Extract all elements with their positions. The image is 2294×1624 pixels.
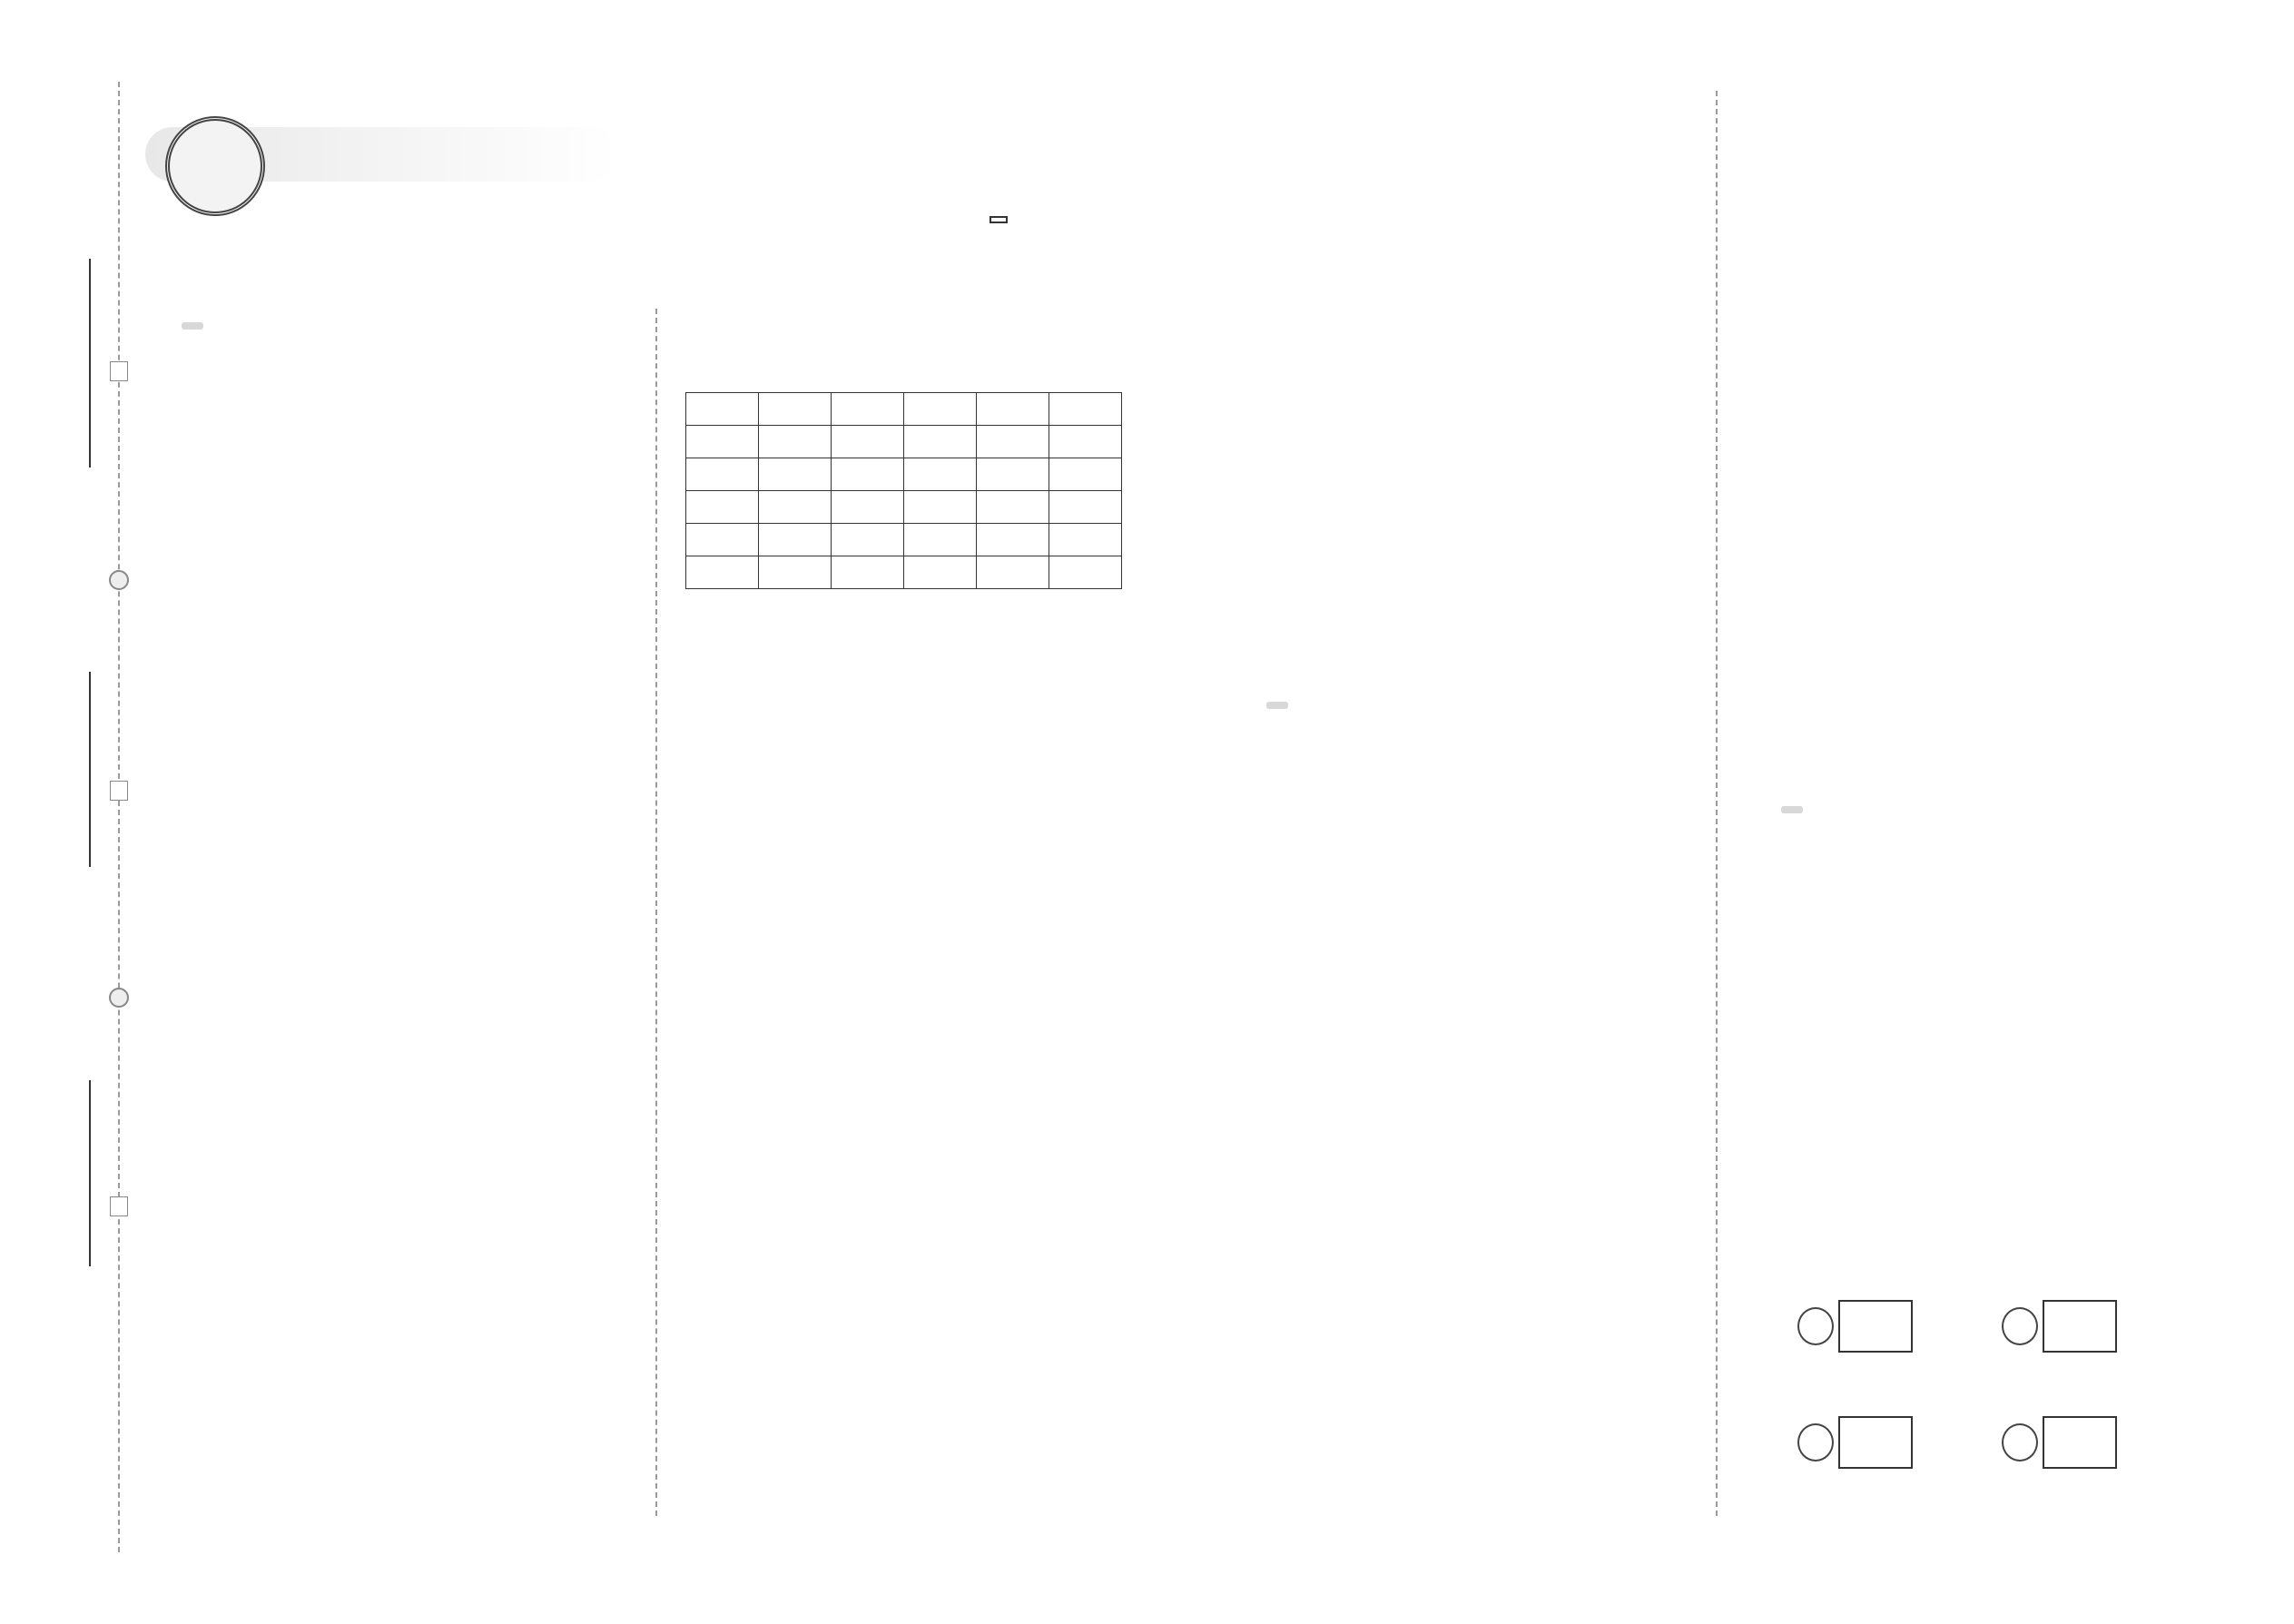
table-header-cell	[977, 393, 1049, 426]
binding-line	[118, 82, 120, 1552]
table-cell	[904, 491, 977, 524]
table-cell	[1049, 556, 1122, 589]
table-cell	[759, 426, 832, 458]
table-cell	[686, 556, 759, 589]
marker-seal	[110, 781, 128, 801]
table-header-cell	[832, 393, 904, 426]
subtitle	[472, 195, 483, 241]
card-c	[1838, 1416, 1913, 1469]
table-cell	[1049, 458, 1122, 491]
table-header-cell	[1049, 393, 1122, 426]
section-header-add	[1781, 794, 2144, 825]
table-row	[686, 491, 1122, 524]
student-a-avatar	[1797, 1307, 1834, 1345]
divider-2	[1716, 91, 1718, 1516]
table-header-cell	[759, 393, 832, 426]
table-row	[686, 458, 1122, 491]
table-cell	[759, 524, 832, 556]
table-cell	[832, 458, 904, 491]
binding-hole-2	[109, 988, 129, 1008]
student-d-avatar	[2002, 1423, 2038, 1462]
table-cell	[977, 426, 1049, 458]
table-cell	[832, 524, 904, 556]
table-cell	[1049, 426, 1122, 458]
table-cell	[686, 426, 759, 458]
divider-1	[655, 309, 657, 1516]
student-c-avatar	[1797, 1423, 1834, 1462]
table-cell	[904, 524, 977, 556]
table-cell	[904, 426, 977, 458]
table-cell	[977, 524, 1049, 556]
table-cell	[759, 556, 832, 589]
table-row	[686, 524, 1122, 556]
table-cell	[759, 491, 832, 524]
table-cell	[686, 458, 759, 491]
table-cell	[686, 524, 759, 556]
section-header-concept	[182, 310, 617, 341]
marker-line	[110, 361, 128, 381]
table-cell	[904, 458, 977, 491]
table-cell	[977, 491, 1049, 524]
class-underline	[89, 672, 91, 867]
table-header-row	[686, 393, 1122, 426]
table-cell	[832, 426, 904, 458]
table-cell	[832, 491, 904, 524]
table-cell	[832, 556, 904, 589]
binding-hole-1	[109, 570, 129, 590]
card-a	[1838, 1300, 1913, 1353]
section-header-multiply	[1266, 690, 1629, 721]
marker-secret	[110, 1196, 128, 1216]
name-underline	[89, 1080, 91, 1266]
table-cell	[1049, 524, 1122, 556]
table-row	[686, 556, 1122, 589]
school-underline	[89, 259, 91, 468]
table-cell	[686, 491, 759, 524]
logo-seal	[165, 116, 265, 216]
card-b	[2043, 1300, 2117, 1353]
table-header-cell	[904, 393, 977, 426]
table-cell	[977, 458, 1049, 491]
table-header-cell	[686, 393, 759, 426]
table-cell	[977, 556, 1049, 589]
table-row	[686, 426, 1122, 458]
answer-ref	[989, 216, 1008, 223]
table-cell	[1049, 491, 1122, 524]
card-d	[2043, 1416, 2117, 1469]
arrangement-table	[685, 392, 1122, 589]
student-b-avatar	[2002, 1307, 2038, 1345]
table-cell	[904, 556, 977, 589]
table-cell	[759, 458, 832, 491]
